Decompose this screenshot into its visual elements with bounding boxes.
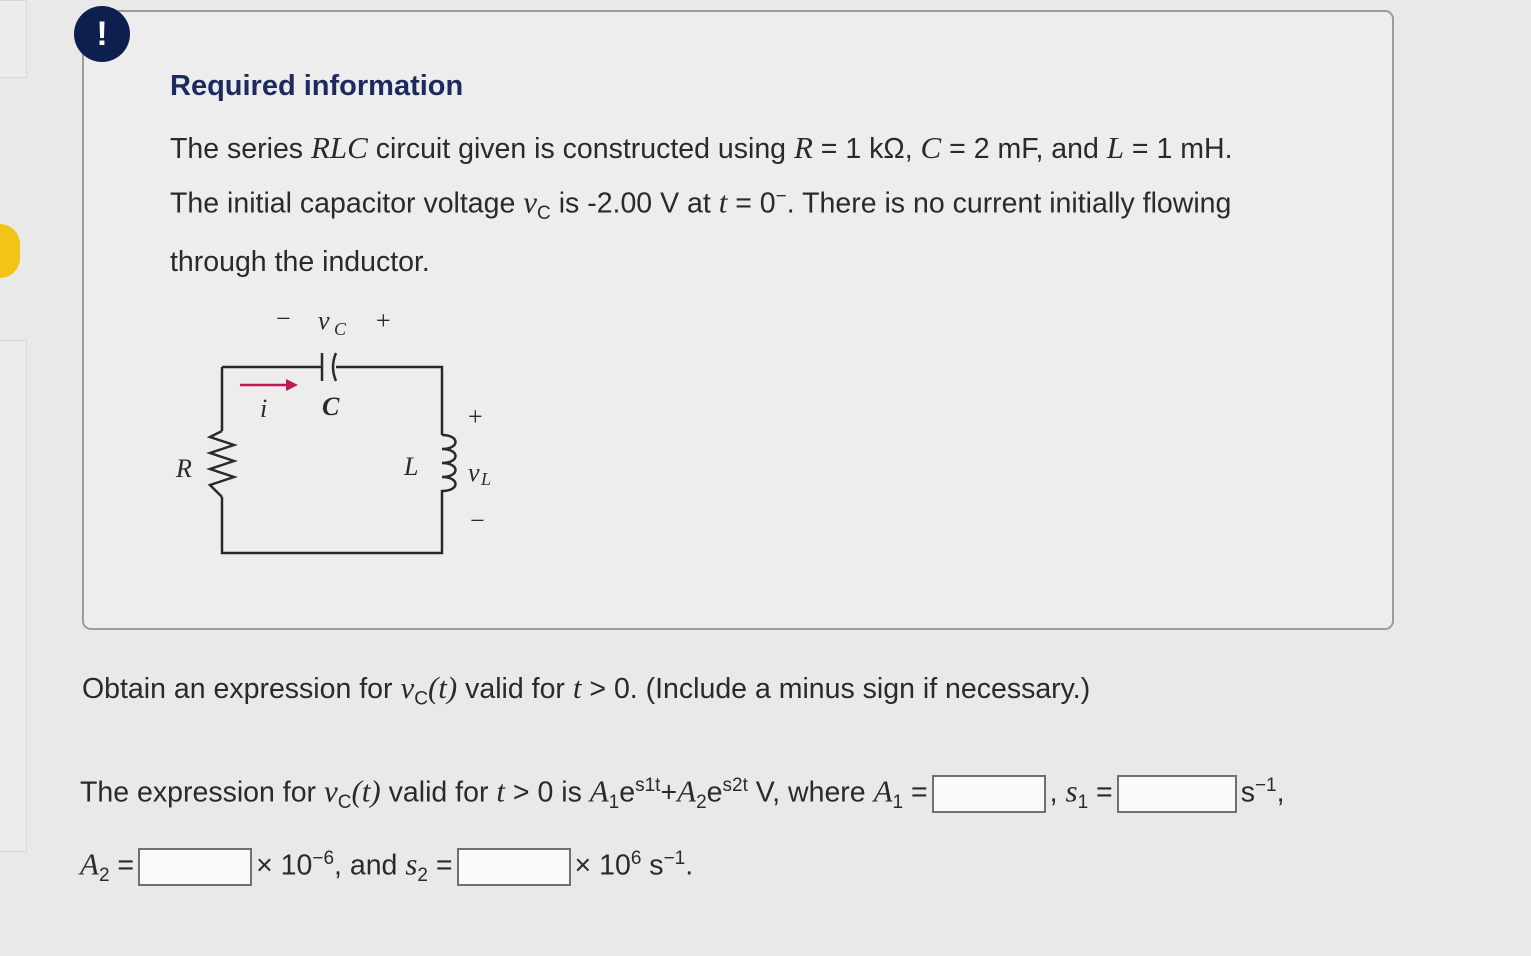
vl-label-subscript: L (481, 469, 492, 489)
rlc-circuit-diagram (160, 295, 520, 565)
a1-input[interactable] (932, 775, 1046, 813)
vc-minus-sign: − (276, 304, 291, 333)
current-arrow-icon (240, 379, 298, 391)
s2-input[interactable] (457, 848, 571, 886)
vc-plus-sign: + (376, 306, 391, 335)
vc-label-subscript: C (334, 319, 347, 339)
resistor-label: R (176, 454, 192, 483)
left-panel-tab (0, 340, 27, 852)
s1-input[interactable] (1117, 775, 1237, 813)
section-title: Required information (170, 70, 464, 102)
vl-plus-sign: + (468, 402, 483, 431)
vc-label: v (318, 306, 330, 335)
side-marker (0, 224, 20, 278)
left-panel-tab (0, 0, 27, 78)
a2-input[interactable] (138, 848, 252, 886)
current-label: i (260, 394, 268, 423)
resistor-symbol (210, 431, 234, 497)
exclamation-icon: ! (74, 6, 130, 62)
problem-statement: The series RLC circuit given is constructed using R = 1 kΩ, C = 2 mF, and L = 1 mH. The initial capacitor voltage $v_C$ is -2.00 V at t = 0−. There is no current initially flowing through the inductor. (170, 130, 1233, 279)
answer-expression: The expression for $v_C(t)$ valid for t > 0 is $A_1e^{s1t}+A_2e^{s2t}$ V, where $A_1$ = , $s_1 = s^{-1}$, $A_2$ = × $10^{-6}$, and $s_2$ = × $10^6$ $s^{-1}$. (80, 773, 1285, 887)
inductor-symbol (442, 435, 456, 499)
capacitor-label: C (322, 392, 340, 421)
question-prompt: Obtain an expression for $v_C(t)$ valid for t > 0. (Include a minus sign if necessary.) (82, 670, 1091, 710)
vl-minus-sign: − (470, 506, 485, 535)
vl-label: v (468, 458, 480, 487)
inductor-label: L (404, 452, 419, 481)
